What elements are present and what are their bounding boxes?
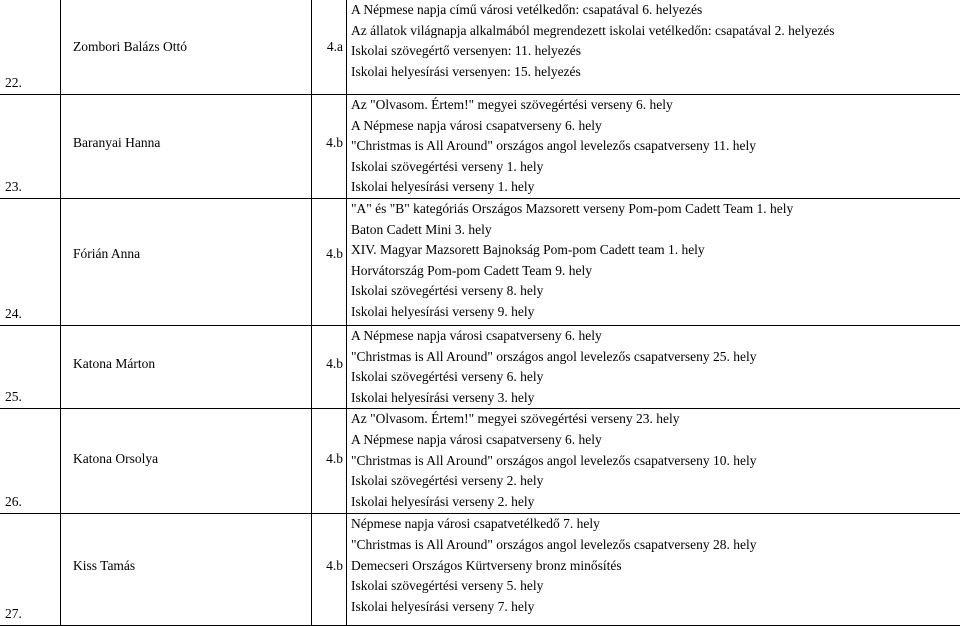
result-line: A Népmese napja városi csapatverseny 6. hely: [351, 326, 960, 347]
result-line: "Christmas is All Around" országos angol levelezős csapatverseny 11. hely: [351, 136, 960, 157]
class-cell: [312, 0, 347, 95]
result-line: Iskolai szövegértő versenyen: 11. helyezés: [351, 41, 960, 62]
result-line: Iskolai szövegértési verseny 2. hely: [351, 471, 960, 492]
student-name: Katona Orsolya: [73, 451, 158, 467]
result-line: A Népmese napja című városi vetélkedőn: csapatával 6. helyezés: [351, 0, 960, 21]
class-label: 4.b: [326, 246, 343, 262]
results-cell: [347, 199, 960, 326]
row-number: 26.: [5, 494, 22, 510]
result-line: Iskolai helyesírási verseny 7. hely: [351, 597, 960, 618]
result-line: "A" és "B" kategóriás Országos Mazsorett verseny Pom-pom Cadett Team 1. hely: [351, 199, 960, 220]
row-number: 24.: [5, 306, 22, 322]
student-name: Katona Márton: [73, 356, 155, 372]
results-cell: [347, 409, 960, 514]
result-line: Baton Cadett Mini 3. hely: [351, 220, 960, 241]
class-label: 4.b: [326, 135, 343, 151]
student-name-cell: [61, 95, 312, 199]
row-number: 25.: [5, 389, 22, 405]
result-line: Az "Olvasom. Értem!" megyei szövegértési verseny 23. hely: [351, 409, 960, 430]
table-row: [0, 514, 960, 626]
class-label: 4.b: [326, 451, 343, 467]
row-number: 27.: [5, 606, 22, 622]
result-line: A Népmese napja városi csapatverseny 6. hely: [351, 430, 960, 451]
row-number: 22.: [5, 75, 22, 91]
result-line: Iskolai szövegértési verseny 5. hely: [351, 576, 960, 597]
student-name-cell: [61, 326, 312, 409]
results-cell: [347, 0, 960, 95]
class-cell: [312, 95, 347, 199]
table-row: [0, 326, 960, 409]
row-number: 23.: [5, 179, 22, 195]
result-line: Demecseri Országos Kürtverseny bronz minősítés: [351, 556, 960, 577]
class-label: 4.b: [326, 558, 343, 574]
result-line: Iskolai helyesírási verseny 3. hely: [351, 388, 960, 409]
result-line: Népmese napja városi csapatvetélkedő 7. hely: [351, 514, 960, 535]
results-cell: [347, 514, 960, 626]
class-cell: [312, 199, 347, 326]
results-cell: [347, 326, 960, 409]
student-name-cell: [61, 199, 312, 326]
result-line: Iskolai helyesírási verseny 9. hely: [351, 302, 960, 323]
row-number-cell: [0, 326, 61, 409]
class-label: 4.a: [327, 39, 343, 55]
results-cell: [347, 95, 960, 199]
result-line: Iskolai szövegértési verseny 6. hely: [351, 367, 960, 388]
result-line: Iskolai helyesírási versenyen: 15. helyezés: [351, 62, 960, 83]
row-number-cell: [0, 0, 61, 95]
result-line: Horvátország Pom-pom Cadett Team 9. hely: [351, 261, 960, 282]
result-line: Iskolai helyesírási verseny 1. hely: [351, 177, 960, 198]
result-line: XIV. Magyar Mazsorett Bajnokság Pom-pom Cadett team 1. hely: [351, 240, 960, 261]
result-line: Az állatok világnapja alkalmából megrendezett iskolai vetélkedőn: csapatával 2. helyezés: [351, 21, 960, 42]
class-label: 4.b: [326, 356, 343, 372]
class-cell: [312, 409, 347, 514]
row-number-cell: [0, 409, 61, 514]
student-name: Kiss Tamás: [73, 558, 135, 574]
result-line: Iskolai szövegértési verseny 8. hely: [351, 281, 960, 302]
student-name: Zombori Balázs Ottó: [73, 39, 187, 55]
result-line: Az "Olvasom. Értem!" megyei szövegértési verseny 6. hely: [351, 95, 960, 116]
result-line: A Népmese napja városi csapatverseny 6. hely: [351, 116, 960, 137]
result-line: "Christmas is All Around" országos angol levelezős csapatverseny 28. hely: [351, 535, 960, 556]
row-number-cell: [0, 199, 61, 326]
table-row: [0, 409, 960, 514]
class-cell: [312, 326, 347, 409]
student-name: Baranyai Hanna: [73, 135, 160, 151]
student-name-cell: [61, 514, 312, 626]
result-line: "Christmas is All Around" országos angol levelezős csapatverseny 10. hely: [351, 451, 960, 472]
student-name: Fórián Anna: [73, 246, 140, 262]
result-line: Iskolai helyesírási verseny 2. hely: [351, 492, 960, 513]
row-number-cell: [0, 514, 61, 626]
student-name-cell: [61, 0, 312, 95]
table-row: [0, 199, 960, 326]
row-number-cell: [0, 95, 61, 199]
result-line: Iskolai szövegértési verseny 1. hely: [351, 157, 960, 178]
table-row: [0, 0, 960, 95]
result-line: "Christmas is All Around" országos angol levelezős csapatverseny 25. hely: [351, 347, 960, 368]
student-name-cell: [61, 409, 312, 514]
class-cell: [312, 514, 347, 626]
table-row: [0, 95, 960, 199]
